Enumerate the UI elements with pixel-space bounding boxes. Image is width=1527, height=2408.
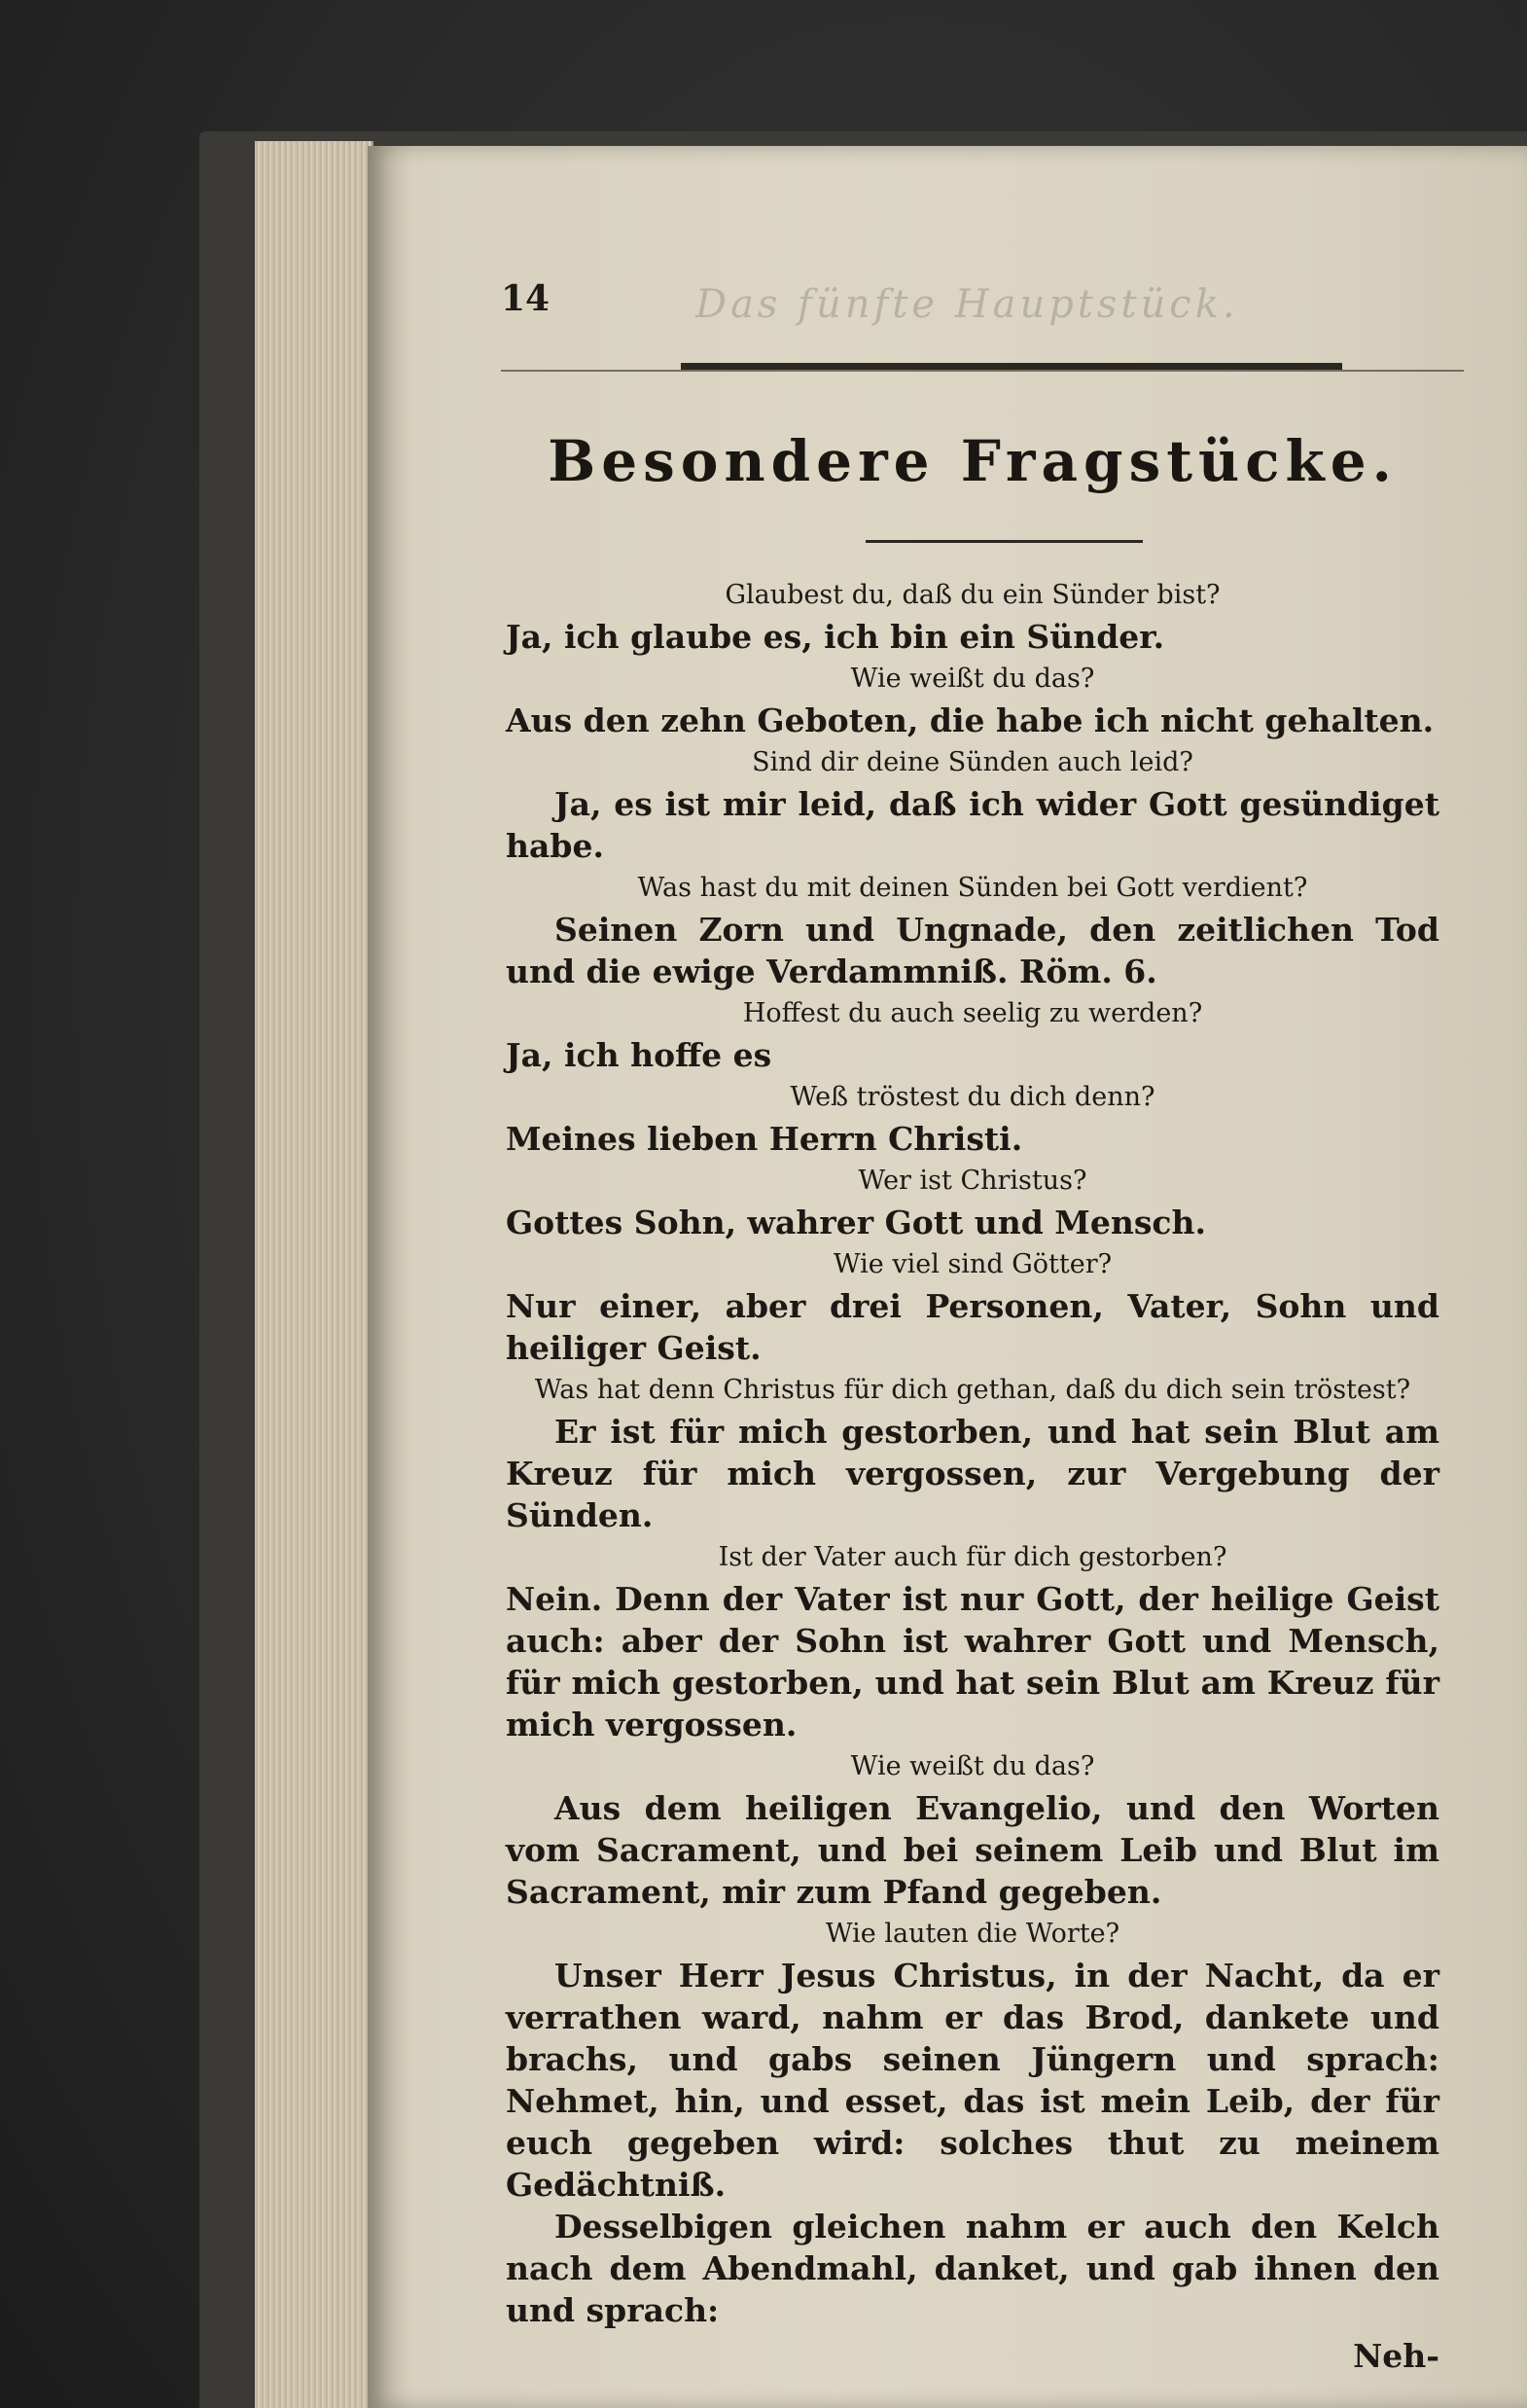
page-edges [255,141,373,2408]
header-rule-thick [681,363,1342,370]
answer: Aus den zehn Geboten, die habe ich nicht gehalten. [506,701,1435,739]
bleed-through-header: Das fünfte Hauptstück. [695,282,1239,327]
answer: Ja, ich glaube es, ich bin ein Sünder. [506,618,1165,656]
answer: Gottes Sohn, wahrer Gott und Mensch. [506,1204,1206,1241]
answer: Nur einer, aber drei Personen, Vater, Sohn und heiliger Geist. [506,1287,1439,1367]
question: Wie weißt du das? [850,664,1095,694]
question: Glaubest du, daß du ein Sünder bist? [725,580,1221,610]
question: Wie viel sind Götter? [833,1249,1113,1279]
question: Wie lauten die Worte? [825,1919,1120,1949]
paragraph: Desselbigen gleichen nahm er auch den Kelch nach dem Abendmahl, danket, und gab ihnen den und sprach: [506,2208,1439,2329]
question: Weß tröstest du dich denn? [790,1082,1155,1112]
answer: Aus dem heiligen Evangelio, und den Worten vom Sacrament, und bei seinem Leib und Blut im Sacrament, mir zum Pfand gegeben. [506,1789,1439,1911]
answer: Meines lieben Herrn Christi. [506,1120,1023,1158]
catchword: Neh- [1353,2337,1439,2375]
question: Wie weißt du das? [850,1751,1095,1781]
question: Was hast du mit deinen Sünden bei Gott verdient? [637,873,1308,903]
running-header [501,278,1464,346]
title-rule [866,540,1143,543]
header-rule [501,370,1464,372]
question: Was hat denn Christus für dich gethan, daß du dich sein tröstest? [534,1375,1411,1405]
question: Sind dir deine Sünden auch leid? [752,747,1193,777]
page-title: Besondere Fragstücke. [548,428,1398,494]
catechism-text [506,574,1439,2377]
answer: Er ist für mich gestorben, und hat sein Blut am Kreuz für mich vergossen, zur Vergebung der Sünden. [506,1413,1439,1534]
question: Wer ist Christus? [858,1166,1087,1196]
page-number: 14 [501,278,550,319]
answer: Ja, es ist mir leid, daß ich wider Gott gesündiget habe. [506,785,1439,865]
question: Hoffest du auch seelig zu werden? [742,998,1203,1028]
answer: Unser Herr Jesus Christus, in der Nacht, da er verrathen ward, nahm er das Brod, dankete und brachs, und gabs seinen Jüngern und sprach: Nehmet, hin, und esset, das ist mein Leib, der für euch gegeben wird: solches thut zu meinem Gedächtniß. [506,1957,1439,2204]
answer: Seinen Zorn und Ungnade, den zeitlichen Tod und die ewige Verdammniß. Röm. 6. [506,911,1439,990]
answer: Nein. Denn der Vater ist nur Gott, der heilige Geist auch: aber der Sohn ist wahrer Gott und Mensch, für mich gestorben, und hat sein Blut am Kreuz für mich vergossen. [506,1580,1439,1743]
question: Ist der Vater auch für dich gestorben? [718,1542,1227,1572]
answer: Ja, ich hoffe es [506,1036,772,1074]
